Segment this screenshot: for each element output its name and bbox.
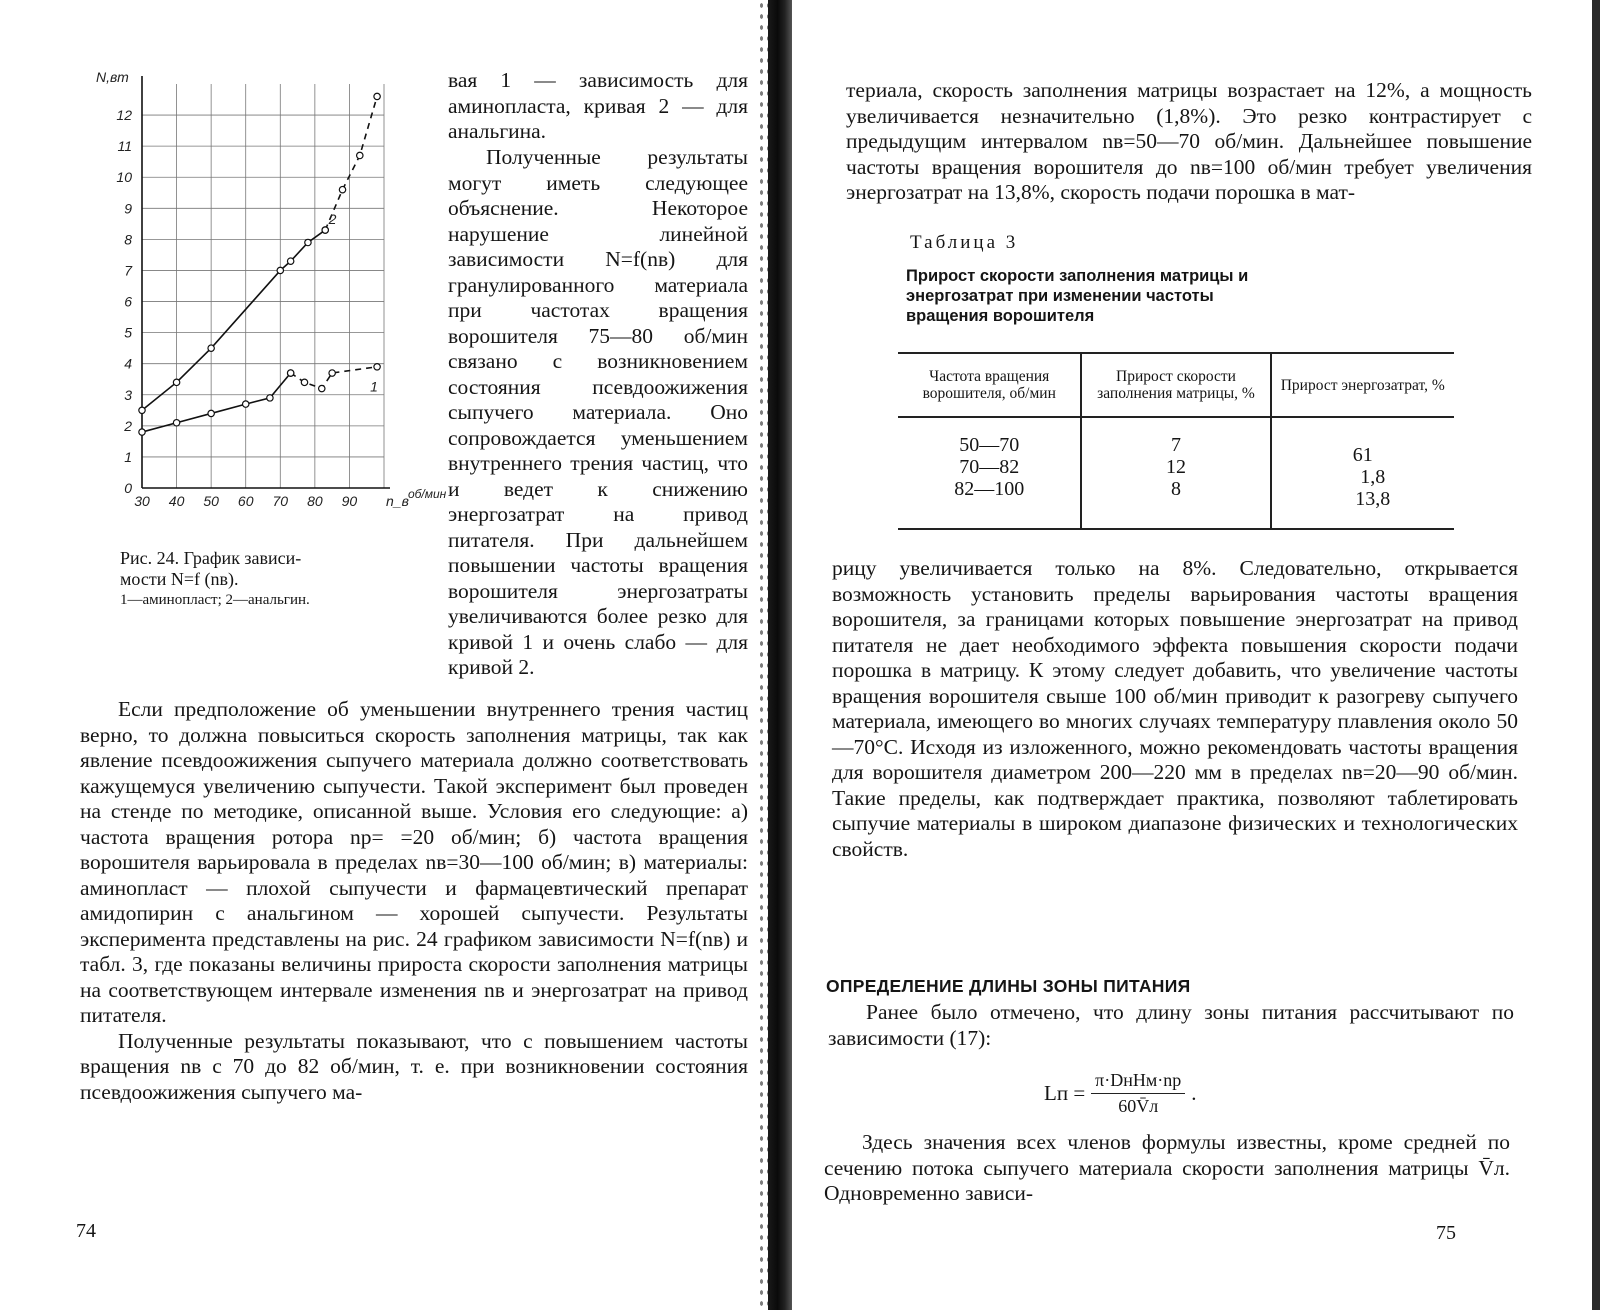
- fill-rate-value: 7: [1170, 434, 1181, 456]
- y-tick-label: 1: [124, 448, 132, 465]
- y-tick-label: 6: [124, 293, 132, 310]
- left-main-text: [80, 697, 748, 1105]
- y-tick-label: 0: [124, 480, 132, 496]
- paragraph-explanation: Полученные результаты могут иметь следующее объяснение. Некоторое нарушение линейной зависимости N=f(nв) для гранулированного материала при частотах вращения ворошителя 75—80 об/мин связано с возникновением состояния псевдоожижения сыпучего материала. Оно сопровождается уменьшением внутреннего трения частиц, что и ведет к снижению энергозатрат на привод питателя. При дальнейшем повышении частоты вращения ворошителя энергозатраты увеличиваются более резко для кривой 1 и очень слабо — для кривой 2.: [448, 145, 748, 679]
- x-tick-label: 50: [203, 493, 219, 509]
- energy-value: 1,8: [1360, 466, 1386, 488]
- energy-value: 61: [1352, 444, 1373, 466]
- x-tick-label: 40: [168, 493, 185, 509]
- right-middle-text: [832, 556, 1518, 862]
- chart-labels: [96, 69, 447, 509]
- y-tick-label: 3: [124, 386, 132, 403]
- paragraph-formula-explanation: Здесь значения всех членов формулы известны, кроме средней по сечению потока сыпучего материала скорости заполнения матрицы V̄л. Одновременно зависи-: [824, 1130, 1510, 1205]
- series-2-point: [277, 267, 283, 273]
- curve-label-1: 1: [370, 378, 378, 395]
- series-2-point: [339, 186, 345, 192]
- x-tick-label: 60: [237, 493, 254, 509]
- paragraph-results: Полученные результаты показывают, что с повышением частоты вращения nв с 70 до 82 об/мин, т. е. при возникновении состояния псевдоожижения сыпучего ма-: [80, 1028, 748, 1104]
- series-2-point: [374, 93, 380, 99]
- left-page: [0, 0, 770, 1310]
- header-fill-rate: Прирост скорости заполнения матрицы, %: [1081, 353, 1270, 417]
- y-tick-label: 9: [124, 200, 132, 217]
- table-row: [898, 417, 1454, 529]
- book-spine: [768, 0, 792, 1310]
- frequency-value: 82—100: [954, 478, 1025, 500]
- series-2-point: [208, 345, 214, 351]
- series-1-point: [374, 364, 380, 370]
- left-column-text: [448, 68, 748, 145]
- series-1-line: [142, 373, 291, 432]
- fill-rate-value: 12: [1165, 456, 1186, 478]
- x-axis-label: n_в: [386, 493, 409, 509]
- figure-caption: [120, 548, 380, 611]
- series-1-point: [243, 401, 249, 407]
- x-axis-unit: об/мин: [408, 487, 447, 501]
- frequency-value: 50—70: [959, 434, 1020, 456]
- series-1-point: [319, 385, 325, 391]
- page-number-right: 75: [1436, 1222, 1456, 1244]
- y-tick-label: 7: [124, 262, 132, 279]
- frequency-value: 70—82: [959, 456, 1020, 478]
- series-1-point: [287, 370, 293, 376]
- chart-series: [139, 93, 380, 435]
- right-page-edge: [1592, 0, 1600, 1310]
- right-bottom-text: [824, 1130, 1510, 1207]
- series-2-point: [305, 239, 311, 245]
- series-2-point: [322, 227, 328, 233]
- curve-label-2: 2: [328, 210, 337, 227]
- series-1-point: [267, 395, 273, 401]
- left-column-explanation: [448, 145, 748, 681]
- fill-rate-cell: [1081, 417, 1270, 529]
- table-label: Таблица 3: [910, 232, 1019, 253]
- table-title: Прирост скорости заполнения матрицы и энергозатрат при изменении частоты вращения ворошителя: [906, 267, 1249, 325]
- formula-denominator: 60V̄л: [1118, 1096, 1159, 1116]
- header-frequency: Частота вращения ворошителя, об/мин: [898, 353, 1081, 417]
- right-top-text: [846, 78, 1532, 206]
- right-section-text: [828, 1000, 1514, 1051]
- caption-line-2: мости N=f (nв).: [120, 569, 239, 589]
- header-energy: Прирост энергозатрат, %: [1271, 353, 1455, 417]
- y-tick-label: 2: [124, 417, 132, 434]
- formula: [1044, 1070, 1197, 1117]
- x-tick-label: 30: [134, 493, 150, 509]
- power-vs-speed-chart: [84, 69, 447, 535]
- formula-end: .: [1191, 1081, 1197, 1105]
- paragraph-curve-description: вая 1 — зависимость для аминопласта, кривая 2 — для анальгина.: [448, 68, 748, 143]
- x-tick-label: 90: [341, 493, 358, 509]
- formula-fraction: [1091, 1070, 1185, 1117]
- caption-legend: 1—аминопласт; 2—анальгин.: [120, 592, 310, 608]
- paragraph-continuation: териала, скорость заполнения матрицы возрастает на 12%, а мощность увеличивается незначительно (1,8%). Это резко контрастирует с предыдущим интервалом nв=50—70 об/мин. Дальнейшее повышение частоты вращения ворошителя до nв=100 об/мин требует увеличения энергозатрат на 13,8%, скорость подачи порошка в мат-: [846, 78, 1532, 204]
- formula-lhs: Lп =: [1044, 1081, 1086, 1105]
- series-1-point: [329, 370, 335, 376]
- fill-rate-value: 8: [1170, 478, 1181, 500]
- series-2-point: [173, 379, 179, 385]
- formula-numerator: π·DнHм·nр: [1091, 1070, 1185, 1094]
- rotation-speed-table: [898, 352, 1454, 530]
- series-2-point: [287, 258, 293, 264]
- paragraph-zone-intro: Ранее было отмечено, что длину зоны питания рассчитывают по зависимости (17):: [828, 1000, 1514, 1050]
- caption-line-1: Рис. 24. График зависи-: [120, 548, 302, 568]
- right-page: [800, 0, 1600, 1310]
- series-1-point: [139, 429, 145, 435]
- frequency-cell: [898, 417, 1081, 529]
- chart-grid: [142, 84, 384, 488]
- paragraph-conclusion: рицу увеличивается только на 8%. Следовательно, открывается возможность установить пределы варьирования частоты вращения ворошителя, за границами которых повышение энергозатрат на привод питателя не дает необходимого эффекта повышения скорости подачи порошка в матрицу. К этому следует добавить, что увеличение частоты вращения ворошителя свыше 100 об/мин приводит к разогреву сыпучего материала, имеющего во многих случаях температуру плавления около 50—70°С. Исходя из изложенного, можно рекомендовать частоты вращения для ворошителя диаметром 200—220 мм в пределах nв=20—90 об/мин. Такие пределы, как подтверждает практика, позволяют таблетировать сыпучие материалы в широком диапазоне физических и технологических свойств.: [832, 556, 1518, 861]
- y-tick-label: 12: [116, 107, 132, 124]
- table-header-row: [898, 353, 1454, 417]
- energy-cell: [1271, 417, 1455, 529]
- y-tick-label: 4: [124, 355, 132, 372]
- series-2-point: [357, 152, 363, 158]
- y-tick-label: 5: [124, 324, 132, 341]
- series-2-line: [142, 230, 325, 410]
- paragraph-experiment: Если предположение об уменьшении внутреннего трения частиц верно, то должна повыситься скорость заполнения матрицы, так как явление псевдоожижения сыпучего материала должно соответствовать кажущемуся увеличению сыпучести. Такой эксперимент был проведен на стенде по методике, описанной выше. Условия его следующие: а) частота вращения ротора nр= =20 об/мин; б) частота вращения ворошителя варьировала в пределах nв=30—100 об/мин; в) материалы: аминопласт — плохой сыпучести и фармацевтический препарат амидопирин с анальгином — хорошей сыпучести. Результаты эксперимента представлены на рис. 24 графиком зависимости N=f(nв) и табл. 3, где показаны величины прироста скорости заполнения матрицы на соответствующем интервале изменения nв и энергозатрат на привод питателя.: [80, 697, 748, 1027]
- energy-value: 13,8: [1355, 488, 1391, 510]
- series-1-point: [173, 420, 179, 426]
- series-1-point: [208, 410, 214, 416]
- series-1-point: [301, 379, 307, 385]
- y-tick-label: 10: [116, 169, 132, 186]
- section-heading: ОПРЕДЕЛЕНИЕ ДЛИНЫ ЗОНЫ ПИТАНИЯ: [826, 976, 1191, 996]
- y-axis-label: N,вт: [96, 69, 129, 85]
- y-tick-label: 8: [124, 231, 132, 248]
- x-tick-label: 70: [272, 493, 289, 509]
- x-tick-label: 80: [307, 493, 323, 509]
- page-number-left: 74: [76, 1220, 96, 1242]
- y-tick-label: 11: [117, 138, 132, 155]
- series-2-point: [139, 407, 145, 413]
